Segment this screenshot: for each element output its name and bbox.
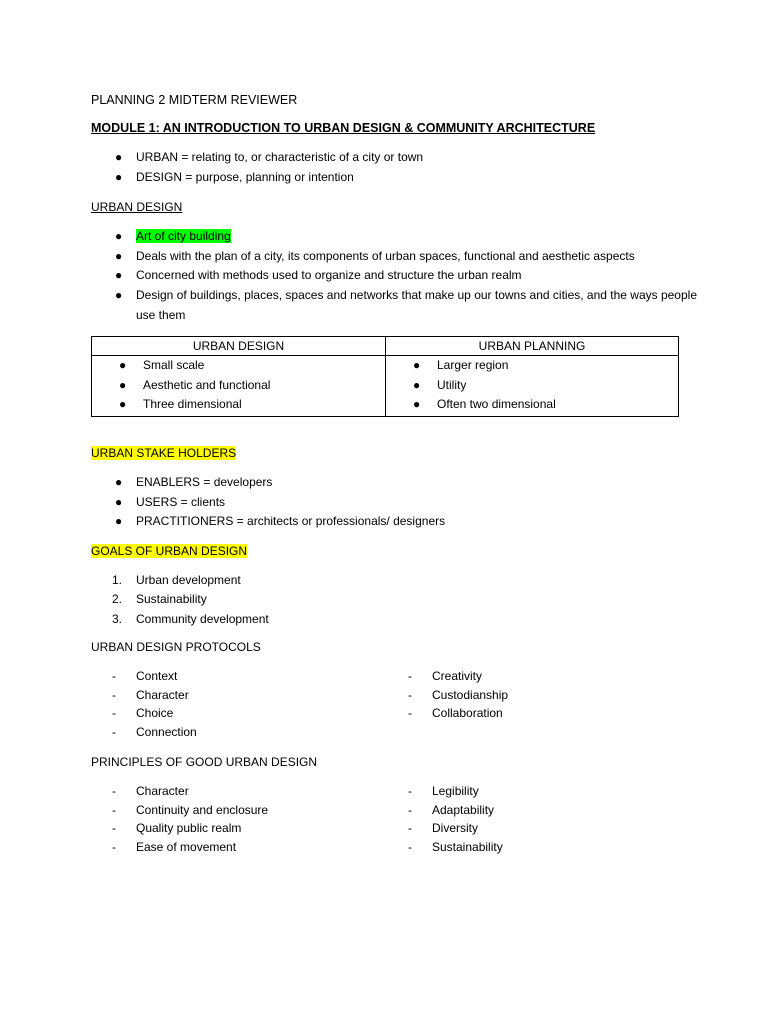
- bullet-icon: ●: [115, 150, 123, 164]
- list-item: - Legibility: [408, 784, 479, 798]
- highlighted-text: Art of city building: [136, 229, 231, 243]
- list-item: - Custodianship: [408, 687, 509, 702]
- definitions-list: [115, 148, 424, 187]
- stakeholders-list: [115, 473, 446, 532]
- table-list-item: ● Larger region: [386, 356, 678, 376]
- list-item: - Ease of movement: [112, 840, 237, 855]
- list-item: - Collaboration: [408, 706, 503, 721]
- bullet-icon: ●: [413, 377, 421, 392]
- bullet-icon: ●: [115, 494, 123, 509]
- list-item: [115, 227, 697, 247]
- list-item: 1. Urban development: [112, 573, 241, 587]
- comparison-table: [91, 336, 679, 417]
- protocols-list-left: [112, 667, 197, 742]
- list-item: - Creativity: [408, 669, 483, 683]
- list-item: - Choice: [112, 706, 174, 721]
- bullet-icon: ●: [115, 169, 123, 184]
- list-item: ● ENABLERS = developers: [136, 473, 445, 493]
- urban-design-list: [115, 227, 697, 324]
- list-item: - Context: [112, 669, 178, 683]
- list-item: ● USERS = clients: [136, 493, 445, 513]
- bullet-icon: ●: [115, 248, 123, 263]
- list-item: - Continuity and enclosure: [112, 802, 269, 817]
- list-item: ● URBAN = relating to, or characteristic of a city or town: [136, 148, 423, 168]
- list-item: ● Deals with the plan of a city, its components of urban spaces, functional and aesthetic aspects: [136, 247, 697, 267]
- goals-heading: GOALS OF URBAN DESIGN: [91, 544, 248, 558]
- list-item-continuation: use them: [136, 307, 186, 322]
- principles-list-left: [112, 782, 268, 857]
- protocols-heading: URBAN DESIGN PROTOCOLS: [91, 640, 261, 654]
- table-list-item: ● Small scale: [92, 356, 385, 376]
- list-item: - Sustainability: [408, 840, 503, 855]
- document-title: PLANNING 2 MIDTERM REVIEWER: [91, 93, 298, 107]
- goals-list: [112, 571, 269, 629]
- bullet-icon: ●: [115, 229, 123, 243]
- bullet-icon: ●: [119, 377, 127, 392]
- list-item: 2. Sustainability: [112, 592, 207, 607]
- table-list-item: ● Often two dimensional: [386, 395, 678, 415]
- bullet-icon: ●: [119, 397, 127, 412]
- table-cell-design: [92, 356, 386, 417]
- bullet-icon: ●: [115, 514, 123, 529]
- table-header: URBAN PLANNING: [386, 337, 679, 356]
- list-item: - Diversity: [408, 821, 479, 836]
- bullet-icon: ●: [413, 358, 421, 372]
- bullet-icon: ●: [119, 358, 127, 372]
- table-list-item: ● Utility: [386, 376, 678, 396]
- list-item: - Quality public realm: [112, 821, 242, 836]
- list-item: - Connection: [112, 725, 197, 740]
- principles-heading: PRINCIPLES OF GOOD URBAN DESIGN: [91, 755, 318, 769]
- list-item: - Adaptability: [408, 802, 495, 817]
- table-cell-planning: [386, 356, 679, 417]
- bullet-icon: ●: [115, 475, 123, 489]
- list-item: ● PRACTITIONERS = architects or professionals/ designers: [136, 512, 445, 532]
- list-item: ● DESIGN = purpose, planning or intention: [136, 168, 423, 188]
- list-item: 3. Community development: [112, 611, 269, 626]
- bullet-icon: ●: [115, 288, 123, 303]
- list-item: - Character: [112, 784, 189, 798]
- module-heading: MODULE 1: AN INTRODUCTION TO URBAN DESIGN & COMMUNITY ARCHITECTURE: [91, 121, 596, 135]
- table-list-item: ● Three dimensional: [92, 395, 385, 415]
- protocols-list-right: [408, 667, 508, 723]
- bullet-icon: ●: [413, 397, 421, 412]
- urban-design-heading: URBAN DESIGN: [91, 200, 183, 214]
- table-list-item: ● Aesthetic and functional: [92, 376, 385, 396]
- stakeholders-heading: URBAN STAKE HOLDERS: [91, 446, 237, 460]
- principles-list-right: [408, 782, 503, 857]
- bullet-icon: ●: [115, 268, 123, 283]
- list-item: ● Concerned with methods used to organize and structure the urban realm: [136, 266, 697, 286]
- list-item: - Character: [112, 687, 189, 702]
- list-item: ● Design of buildings, places, spaces and networks that make up our towns and cities, and the ways people: [136, 286, 697, 306]
- table-header: URBAN DESIGN: [92, 337, 386, 356]
